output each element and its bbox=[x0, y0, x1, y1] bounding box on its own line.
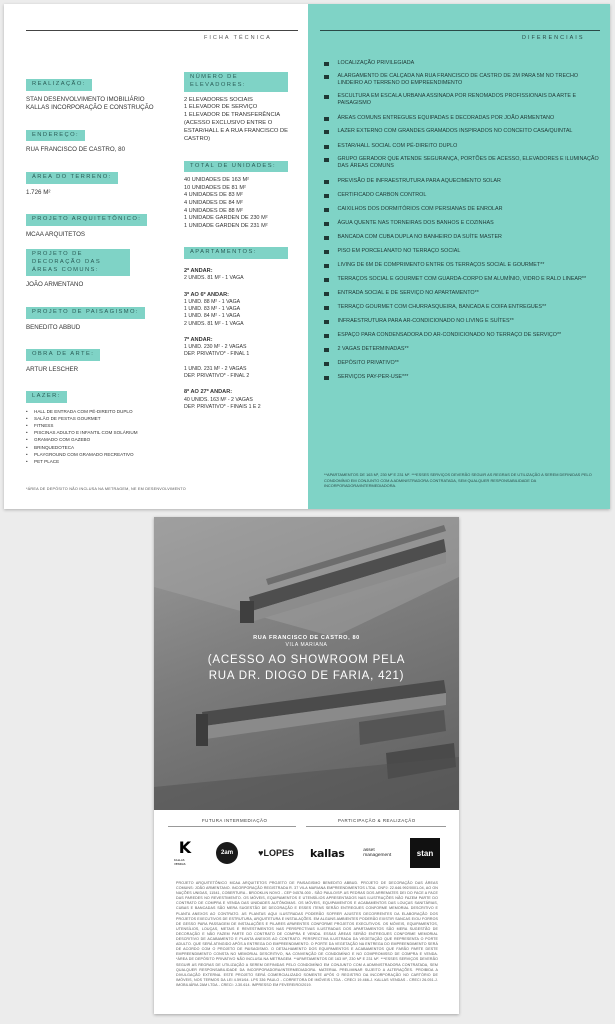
unidades-label: TOTAL DE UNIDADES: bbox=[184, 161, 288, 173]
list-item: • GRAMADO COM GAZEBO bbox=[26, 436, 176, 443]
diferencial-text: LIVING DE 6M DE COMPRIMENTO ENTRE OS TERRAÇOS SOCIAL E GOURMET** bbox=[337, 262, 545, 269]
diferencial-text: LOCALIZAÇÃO PRIVILEGIADA bbox=[337, 60, 415, 66]
diferencial-item bbox=[324, 178, 599, 185]
diferencial-item bbox=[324, 304, 599, 311]
elevadores-label: NÚMERO DE ELEVADORES: bbox=[184, 72, 288, 92]
elevadores-value: 2 ELEVADORES SOCIAIS 1 ELEVADOR DE SERVIÇO 1 ELEVADOR DE TRANSFERÊNCIA (ACESSO EXCLUSIVO ENTRE O ESTAR/HALL E A RUA FRANCISCO DE CASTRO) bbox=[184, 96, 289, 142]
diferencial-text: 2 VAGAS DETERMINADAS** bbox=[337, 346, 409, 353]
intermediacao-logos bbox=[174, 835, 294, 871]
diferencial-text: SERVIÇOS PAY-PER-USE*** bbox=[337, 374, 409, 381]
square-bullet-icon bbox=[324, 62, 329, 67]
diferencial-text: BANCADA COM CUBA DUPLA NO BANHEIRO DA SUÍTE MASTER bbox=[337, 234, 502, 241]
arquitetonico-value: MCAA ARQUITETOS bbox=[26, 230, 86, 238]
partners-divider-right bbox=[306, 826, 446, 827]
advertisement-page bbox=[154, 517, 459, 1014]
asset-management-logo: asset management bbox=[363, 847, 392, 858]
diferencial-item bbox=[324, 60, 599, 67]
square-bullet-icon bbox=[324, 158, 329, 163]
lazer-list bbox=[26, 408, 176, 465]
diferencial-text: PISO EM PORCELANATO NO TERRAÇO SOCIAL bbox=[337, 248, 461, 255]
diferencial-text: TERRAÇOS SOCIAL E GOURMET COM GUARDA-CORPO EM ALUMÍNIO, VIDRO E RALO LINEAR** bbox=[337, 276, 587, 283]
diferencial-text: PREVISÃO DE INFRAESTRUTURA PARA AQUECIMENTO SOLAR bbox=[337, 178, 501, 185]
square-bullet-icon bbox=[324, 208, 329, 213]
lazer-label: LAZER: bbox=[26, 391, 67, 403]
partners-divider-left bbox=[168, 826, 296, 827]
participacao-label: PARTICIPAÇÃO & REALIZAÇÃO bbox=[338, 818, 416, 823]
square-bullet-icon bbox=[324, 145, 329, 150]
diferencial-item bbox=[324, 206, 599, 213]
square-bullet-icon bbox=[324, 320, 329, 325]
brochure-spread bbox=[4, 4, 610, 509]
kallas-vendas-logo: K KALLAS VENDAS bbox=[174, 838, 192, 866]
list-item: • HALL DE ENTRADA COM PÉ-DIREITO DUPLO bbox=[26, 408, 176, 415]
diferencial-text: ENTRADA SOCIAL E DE SERVIÇO NO APARTAMENTO** bbox=[337, 290, 479, 297]
apt-7-value-1: 1 UNID. 230 M² - 2 VAGAS DEP. PRIVATIVO* - FINAL 1 bbox=[184, 344, 250, 358]
paisagismo-value: BENEDITO ABBUD bbox=[26, 323, 81, 331]
square-bullet-icon bbox=[324, 348, 329, 353]
diferencial-item bbox=[324, 290, 599, 297]
diferencial-item bbox=[324, 262, 599, 269]
diferenciais-page bbox=[308, 4, 610, 509]
diferenciais-rule bbox=[320, 30, 600, 31]
paisagismo-label: PROJETO DE PAISAGISMO: bbox=[26, 307, 145, 319]
arquitetonico-label: PROJETO ARQUITETÔNICO: bbox=[26, 214, 147, 226]
ad-address-block bbox=[154, 635, 459, 684]
arte-value: ARTUR LESCHER bbox=[26, 365, 79, 373]
apt-3-value: 1 UNID. 88 M² - 1 VAGA 1 UNID. 83 M² - 1 VAGA 1 UNID. 84 M² - 1 VAGA 2 UNIDS. 81 M² - 1 VAGA bbox=[184, 298, 244, 327]
apt-8-value: 40 UNIDS. 163 M² - 2 VAGAS DEP. PRIVATIVO* - FINAIS 1 E 2 bbox=[184, 396, 261, 410]
lopes-logo: ♥LOPES bbox=[258, 848, 294, 858]
diferencial-text: ESPAÇO PARA CONDENSADORA DO AR-CONDICIONADO NO TERRAÇO DE SERVIÇO** bbox=[337, 332, 562, 339]
square-bullet-icon bbox=[324, 75, 329, 80]
arte-label: OBRA DE ARTE: bbox=[26, 349, 100, 361]
diferencial-text: DEPÓSITO PRIVATIVO** bbox=[337, 360, 399, 367]
list-item: • SALÃO DE FESTAS GOURMET bbox=[26, 415, 176, 422]
apt-8-heading: 8º AO 27º ANDAR: bbox=[184, 389, 233, 396]
ad-street: RUA FRANCISCO DE CASTRO, 80 bbox=[253, 635, 360, 641]
2am-logo: 2am bbox=[216, 842, 238, 864]
square-bullet-icon bbox=[324, 362, 329, 367]
diferencial-item bbox=[324, 332, 599, 339]
diferencial-item bbox=[324, 276, 599, 283]
list-item: • BRINQUEDOTECA bbox=[26, 444, 176, 451]
diferenciais-title: DIFERENCIAIS bbox=[522, 35, 585, 41]
diferencial-text: ESTAR/HALL SOCIAL COM PÉ-DIREITO DUPLO bbox=[337, 143, 458, 150]
stan-logo: stan bbox=[410, 838, 440, 868]
list-item: • PET PLACE bbox=[26, 458, 176, 465]
diferencial-item bbox=[324, 128, 599, 135]
ficha-title: FICHA TÉCNICA bbox=[204, 35, 272, 41]
apt-7-heading: 7º ANDAR: bbox=[184, 336, 213, 343]
square-bullet-icon bbox=[324, 222, 329, 227]
diferencial-item bbox=[324, 234, 599, 241]
apt-3-heading: 3º AO 6º ANDAR: bbox=[184, 291, 230, 298]
square-bullet-icon bbox=[324, 194, 329, 199]
square-bullet-icon bbox=[324, 292, 329, 297]
realizacao-label: REALIZAÇÃO: bbox=[26, 79, 92, 91]
ficha-footnote: *ÁREA DE DEPÓSITO NÃO INCLUSA NA METRAGEM, NE EM DESENVOLVIMENTO bbox=[26, 487, 186, 491]
apt-2-value: 2 UNIDS. 81 M² - 1 VAGA bbox=[184, 275, 244, 282]
square-bullet-icon bbox=[324, 95, 329, 100]
diferenciais-footnote: **APARTAMENTOS DE 163 M², 230 M² E 231 M². ***ESSES SERVIÇOS DEVERÃO SEGUIR AS REGRAS DE UTILIZAÇÃO A SEREM DEFINIDAS PELO CONDOMÍNIO EM CONJUNTO COM A ADMINISTRADORA CONTRATADA, SEM QUALQUER RESPONSABILIDADE DA INCORPORADORA/INTERMEDIADORA. bbox=[324, 472, 592, 489]
diferencial-item bbox=[324, 93, 599, 107]
square-bullet-icon bbox=[324, 180, 329, 185]
square-bullet-icon bbox=[324, 117, 329, 122]
square-bullet-icon bbox=[324, 236, 329, 241]
list-item: • PISCINAS ADULTO E INFANTIL COM SOLÁRIUM bbox=[26, 429, 176, 436]
diferencial-item bbox=[324, 346, 599, 353]
diferencial-text: ESCULTURA EM ESCALA URBANA ASSINADA POR RENOMADOS PROFISSIONAIS DA ARTE E PAISAGISMO bbox=[337, 93, 577, 107]
realizacao-value: STAN DESENVOLVIMENTO IMOBILIÁRIO KALLAS INCORPORAÇÃO E CONSTRUÇÃO bbox=[26, 95, 154, 112]
decoracao-value: JOÃO ARMENTANO bbox=[26, 281, 84, 289]
ficha-tecnica-page bbox=[4, 4, 308, 509]
square-bullet-icon bbox=[324, 250, 329, 255]
diferencial-item bbox=[324, 192, 599, 199]
diferencial-text: CAIXILHOS DOS DORMITÓRIOS COM PERSIANAS DE ENROLAR bbox=[337, 206, 503, 213]
diferencial-item bbox=[324, 143, 599, 150]
diferencial-item bbox=[324, 248, 599, 255]
diferencial-text: ALARGAMENTO DE CALÇADA NA RUA FRANCISCO DE CASTRO DE 2M PARA 5M NO TRECHO LINDEIRO AO TERRENO DO EMPREENDIMENTO bbox=[337, 73, 579, 87]
diferencial-item bbox=[324, 73, 599, 87]
diferencial-item bbox=[324, 360, 599, 367]
apartamentos-label: APARTAMENTOS: bbox=[184, 247, 288, 259]
ad-showroom: (ACESSO AO SHOWROOM PELA RUA DR. DIOGO DE FARIA, 421) bbox=[207, 654, 406, 682]
building-photo bbox=[154, 517, 459, 810]
participacao-logos bbox=[310, 835, 440, 871]
diferencial-text: ÁREAS COMUNS ENTREGUES EQUIPADAS E DECORADAS POR JOÃO ARMENTANO bbox=[337, 115, 555, 122]
ad-district: VILA MARIANA bbox=[285, 642, 328, 648]
square-bullet-icon bbox=[324, 334, 329, 339]
diferencial-text: CERTIFICADO CARBON CONTROL bbox=[337, 192, 427, 199]
diferencial-text: ÁGUA QUENTE NAS TORNEIRAS DOS BANHOS E COZINHAS bbox=[337, 220, 494, 227]
diferencial-item bbox=[324, 156, 599, 170]
apt-2-heading: 2º ANDAR: bbox=[184, 267, 213, 274]
diferencial-item bbox=[324, 374, 599, 381]
diferencial-item bbox=[324, 318, 599, 325]
apt-7-value-2: 1 UNID. 231 M² - 2 VAGAS DEP. PRIVATIVO* - FINAL 2 bbox=[184, 365, 250, 379]
ficha-column-left bbox=[26, 72, 176, 465]
square-bullet-icon bbox=[324, 376, 329, 381]
ficha-column-right bbox=[184, 72, 296, 411]
endereco-label: ENDEREÇO: bbox=[26, 130, 85, 142]
diferencial-text: TERRAÇO GOURMET COM CHURRASQUEIRA, BANCADA E COIFA ENTREGUES** bbox=[337, 304, 547, 311]
intermediacao-label: FUTURA INTERMEDIAÇÃO bbox=[202, 818, 268, 823]
diferencial-text: LAZER EXTERNO COM GRANDES GRAMADOS INSPIRADOS NO CONCEITO CASA/QUINTAL bbox=[337, 128, 573, 135]
unidades-value: 40 UNIDADES DE 163 M² 10 UNIDADES DE 81 M² 4 UNIDADES DE 83 M² 4 UNIDADES DE 84 M² 4 UNIDADES DE 88 M² 1 UNIDADE GARDEN DE 230 M² 1 UNIDADE GARDEN DE 231 M² bbox=[184, 177, 268, 229]
square-bullet-icon bbox=[324, 278, 329, 283]
endereco-value: RUA FRANCISCO DE CASTRO, 80 bbox=[26, 146, 126, 154]
decoracao-label: PROJETO DE DECORAÇÃO DAS ÁREAS COMUNS: bbox=[26, 249, 130, 276]
ficha-rule bbox=[26, 30, 298, 31]
area-label: ÁREA DO TERRENO: bbox=[26, 172, 118, 184]
diferencial-item bbox=[324, 115, 599, 122]
diferencial-item bbox=[324, 220, 599, 227]
diferencial-text: INFRAESTRUTURA PARA AR-CONDICIONADO NO LIVING E SUÍTES** bbox=[337, 318, 514, 325]
list-item: • FITNESS bbox=[26, 422, 176, 429]
square-bullet-icon bbox=[324, 306, 329, 311]
diferencial-text: GRUPO GERADOR QUE ATENDE SEGURANÇA, PORTÕES DE ACESSO, ELEVADORES E ILUMINAÇÃO DAS ÁREAS COMUNS bbox=[337, 156, 599, 170]
list-item: • PLAYGROUND COM GRAMADO RECREATIVO bbox=[26, 451, 176, 458]
square-bullet-icon bbox=[324, 130, 329, 135]
area-value: 1.726 M² bbox=[26, 188, 51, 196]
kallas-logo: kallas bbox=[310, 846, 345, 860]
diferenciais-list bbox=[324, 60, 599, 381]
legal-text: PROJETO ARQUITETÔNICO MCAA ARQUITETOS PROJETO DE PAISAGISMO BENEDITO ABBUD. PROJETO DE DECORAÇÃO DAS ÁREAS COMUNS: JOÃO ARMENTANO. INCORPORAÇÃO REGISTRADA R. 37 VILA MARIANA EMPREENDIMENTOS LTDA. CNPJ: 22.646.992/0001-04, AO ON NAÇÕES UNIDAS, 11541, COBERTURA - BROOKLIN NOVO - CEP 04578-000 - SÃO PAULO/SP. AS PEDRAS DOS ARREMATES DEI DO FACE A FACE DAS PAREDES NO REVESTIMENTO. OS MÓVEIS, EQUIPAMENTOS E UTENSÍLIOS APRESENTADOS NAS ILUSTRAÇÕES NÃO FAZEM PARTE DO CONTRATO DE COMPRA E VENDA DAS UNIDADES AUTÔNOMAS. OS MÓVEIS, EQUIPAMENTOS E ACABAMENTOS DAS LOUÇAS SANITÁRIAS, CUBAS E BANCADAS SÃO MERA SUGESTÃO DE DECORAÇÃO E ESSES ITENS SERÃO ENTREGUES CONFORME MEMORIAL DESCRITIVO E PLANTA ANEXOS AO CONTRATO. AS PLANTAS AQUI ILUSTRADAS PODERÃO SOFRER AJUSTES DECORRENTES DA ELABORAÇÃO DOS PROJETOS EXECUTIVOS DE ESTRUTURA, ARQUITETURA E INSTALAÇÕES. EM ALGUNS AMBIENTES PODERÃO EXISTIR SANCAS E/OU FORROS DE GESSO PARA PASSAGEM DE INSTALAÇÕES E PILARES APARENTES CONFORME PROJETOS EXECUTIVOS. OS MÓVEIS, EQUIPAMENTOS, UTENSÍLIOS, LOUÇAS, METAIS E REVESTIMENTOS NAS PERSPECTIVAS ILUSTRADAS DOS APARTAMENTOS SÃO MERA SUGESTÃO DE DECORAÇÃO E NÃO FAZEM PARTE DO CONTRATO DE COMPRA E VENDA. ESSAS ÁREAS SERÃO ENTREGUES CONFORME MEMORIAL DESCRITIVO DE ACABAMENTO E PLANTA ANEXOS AO CONTRATO. PERSPECTIVA ILUSTRADA DA VEGETAÇÃO QUE REPRESENTA O PORTE ADULTO. QUE SERÁ ATINGIDO APÓS A ENTREGA DO EMPREENDIMENTO. O PORTE DA VEGETAÇÃO NA ENTREGA DO EMPREENDIMENTO SERÁ DE ACORDO COM O PROJETO DE PAISAGISMO. O DETALHAMENTO DOS EQUIPAMENTOS E ACABAMENTOS QUE FARÃO PARTE DESTE EMPREENDIMENTO CONSTA NO MEMORIAL DESCRITIVO, NA CONVENÇÃO DE CONDOMÍNIO E NO COMPROMISSO DE COMPRA E VENDA. *ÁREA DE DEPÓSITO PRIVATIVO NÃO INCLUSA NA METRAGEM. **APARTAMENTOS DE 163 M², 230 M² E 231 M². ***ESSES SERVIÇOS DEVERÃO SEGUIR AS REGRAS DE UTILIZAÇÃO A SEREM DEFINIDAS PELO CONDOMÍNIO EM CONJUNTO COM A ADMINISTRADORA CONTRATADA, SEM QUALQUER RESPONSABILIDADE DA INCORPORADORA/INTERMEDIADORA. MATERIAL PRELIMINAR SUJEITO A ALTERAÇÕES. PROIBIDA A DIVULGAÇÃO EXTERNA. ESTE PROJETO SERÁ COMERCIALIZADO SOMENTE APÓS O REGISTRO DA INCORPORAÇÃO NO CARTÓRIO DE IMÓVEIS, NOS TERMOS DA LEI 4.591/64. LPS 336 PAULO - CORRETORA DE IMÓVEIS LTDA - CRECI 19.466-J. KALLAS VENDAS - CRECI 26.051-J. IMOBILIÁRIA 2AM LTDA - CRECI: J-30.614. IMPRESSO EM FEVEREIRO/2019. bbox=[176, 881, 438, 987]
square-bullet-icon bbox=[324, 264, 329, 269]
